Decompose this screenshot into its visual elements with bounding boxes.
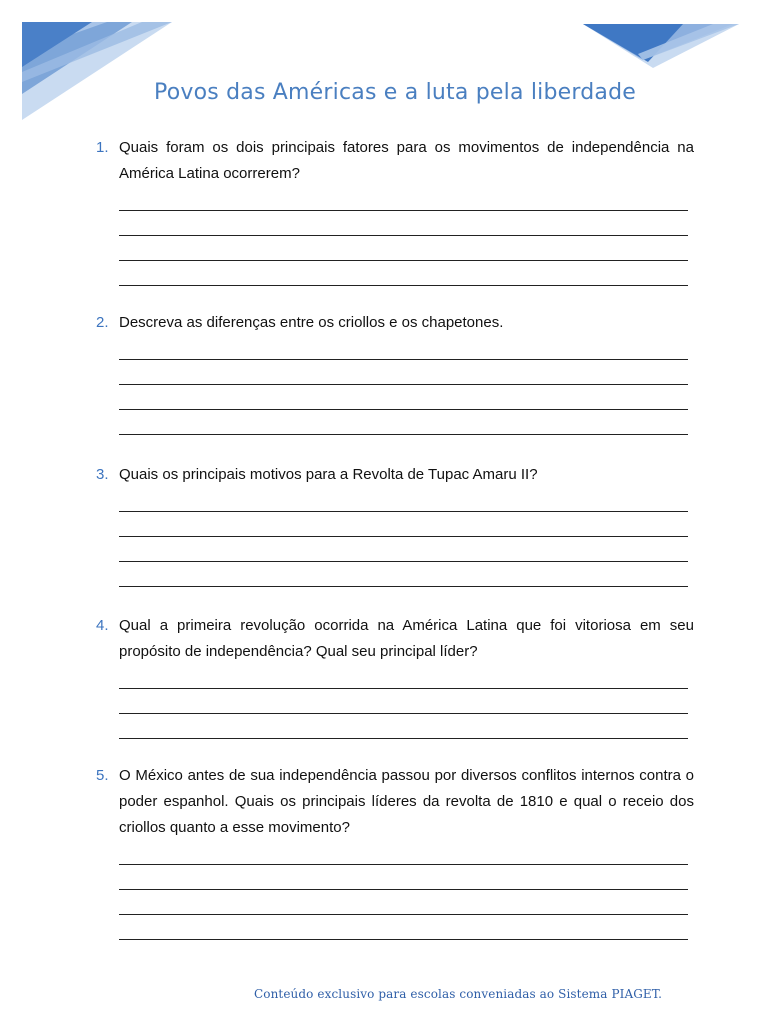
answer-line[interactable] xyxy=(119,689,688,714)
answer-line[interactable] xyxy=(119,714,688,739)
answer-line[interactable] xyxy=(119,211,688,236)
answer-line[interactable] xyxy=(119,410,688,435)
question-text: O México antes de sua independência passou por diversos conflitos internos contra o poder espanhol. Quais os principais líderes da revolta de 1810 e qual o receio dos criollos quanto a esse movimento? xyxy=(119,767,694,836)
question-text: Descreva as diferenças entre os criollos e os chapetones. xyxy=(119,314,504,331)
question-number: 4. xyxy=(96,617,109,634)
question-2 xyxy=(96,310,694,435)
answer-line[interactable] xyxy=(119,669,688,689)
answer-lines xyxy=(119,191,688,286)
corner-decoration-right xyxy=(583,24,741,70)
answer-line[interactable] xyxy=(119,360,688,385)
page-title: Povos das Américas e a luta pela liberdade xyxy=(154,80,636,105)
answer-line[interactable] xyxy=(119,915,688,940)
question-text: Quais foram os dois principais fatores para os movimentos de independência na América Latina ocorrerem? xyxy=(119,139,694,182)
answer-line[interactable] xyxy=(119,512,688,537)
question-number: 5. xyxy=(96,767,109,784)
question-text: Quais os principais motivos para a Revolta de Tupac Amaru II? xyxy=(119,466,538,483)
question-4 xyxy=(96,613,694,739)
answer-lines xyxy=(119,845,688,940)
answer-line[interactable] xyxy=(119,191,688,211)
answer-line[interactable] xyxy=(119,492,688,512)
question-number: 3. xyxy=(96,466,109,483)
answer-lines xyxy=(119,492,688,587)
answer-line[interactable] xyxy=(119,865,688,890)
question-3 xyxy=(96,462,694,587)
answer-line[interactable] xyxy=(119,562,688,587)
corner-decoration-left xyxy=(22,22,174,122)
answer-line[interactable] xyxy=(119,340,688,360)
answer-line[interactable] xyxy=(119,261,688,286)
answer-line[interactable] xyxy=(119,537,688,562)
question-1 xyxy=(96,135,694,286)
footer-note: Conteúdo exclusivo para escolas conveniadas ao Sistema PIAGET. xyxy=(254,987,663,1001)
question-number: 1. xyxy=(96,139,109,156)
answer-line[interactable] xyxy=(119,236,688,261)
answer-line[interactable] xyxy=(119,845,688,865)
answer-line[interactable] xyxy=(119,385,688,410)
answer-line[interactable] xyxy=(119,890,688,915)
answer-lines xyxy=(119,340,688,435)
question-text: Qual a primeira revolução ocorrida na América Latina que foi vitoriosa em seu propósito de independência? Qual seu principal líder? xyxy=(119,617,694,660)
question-5 xyxy=(96,763,694,940)
answer-lines xyxy=(119,669,688,739)
question-number: 2. xyxy=(96,314,109,331)
